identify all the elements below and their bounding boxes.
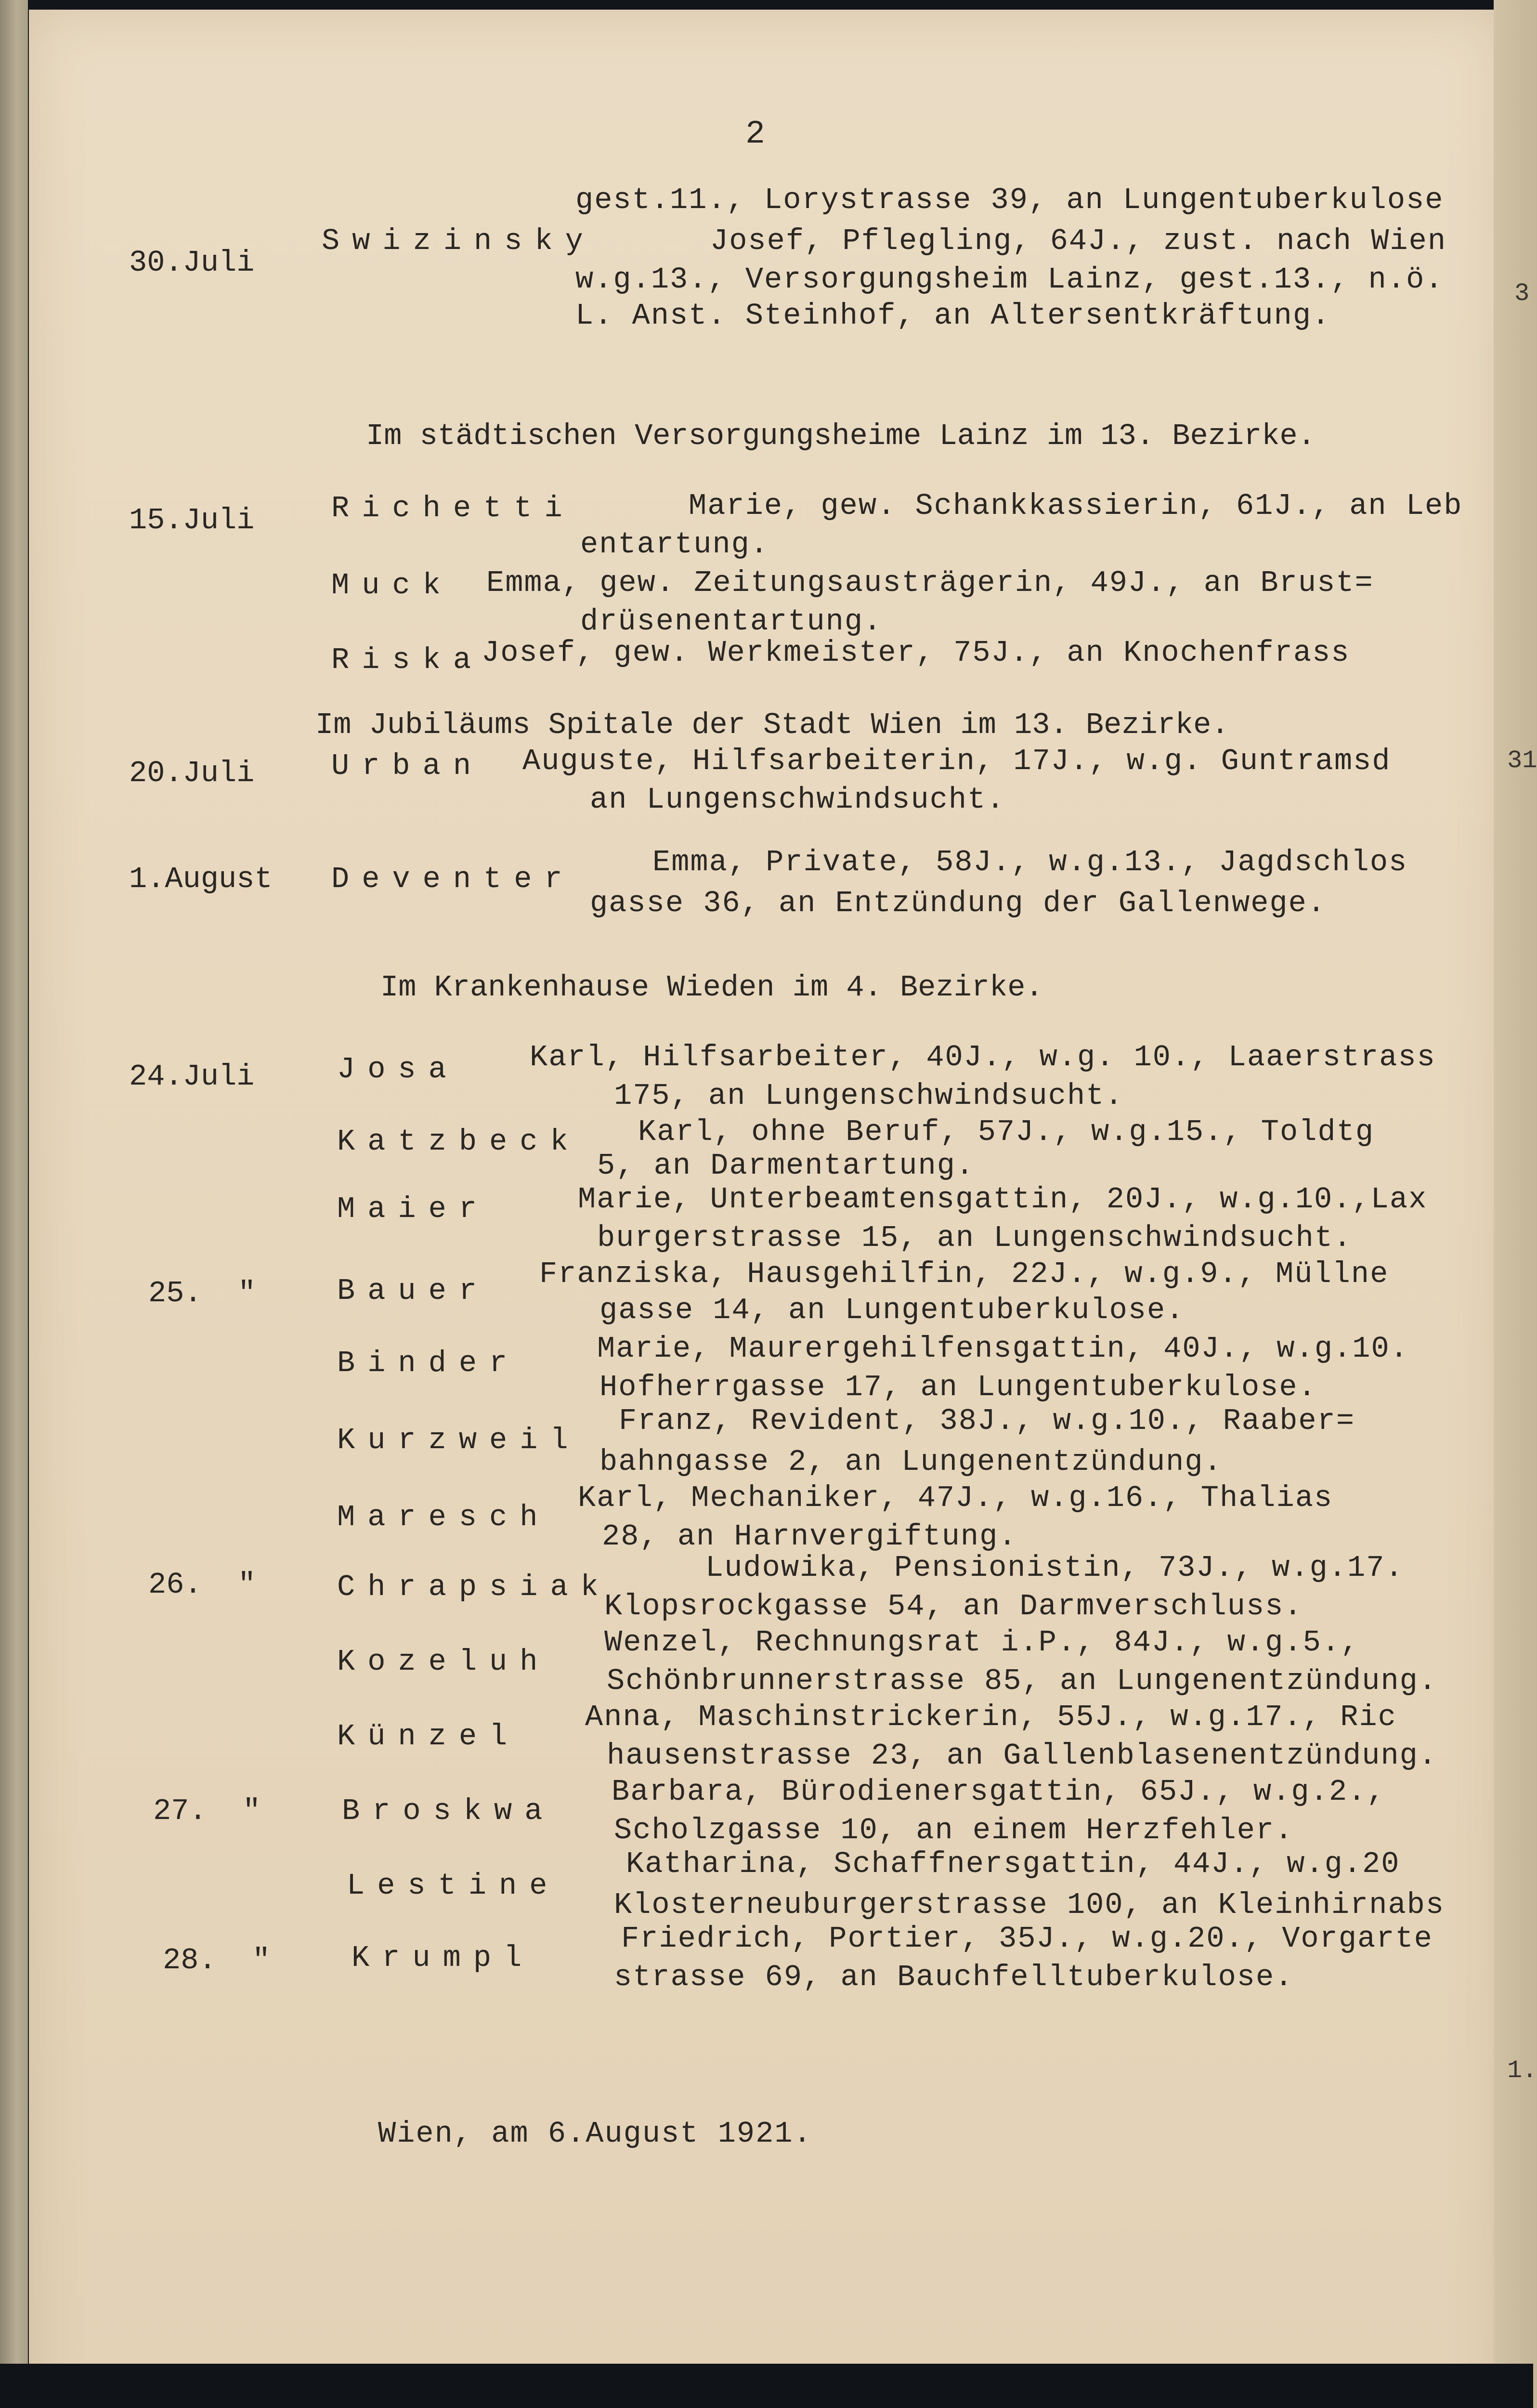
section-heading: Im Jubiläums Spitale der Stadt Wien im 13. Bezirke.: [315, 708, 1229, 742]
entry-line: entartung.: [580, 527, 769, 562]
margin-mark: 3: [1514, 279, 1530, 308]
entry-date: 15.Juli: [129, 503, 255, 537]
entry-line: hausenstrasse 23, an Gallenblasenentzündung.: [607, 1739, 1438, 1773]
entry-surname: Binder: [337, 1346, 520, 1380]
entry-line: Anna, Maschinstrickerin, 55J., w.g.17., Ric: [585, 1700, 1397, 1734]
entry-line: gasse 14, an Lungentuberkulose.: [599, 1293, 1185, 1327]
entry-line: gasse 36, an Entzündung der Gallenwege.: [590, 886, 1327, 920]
entry-line: Marie, Maurergehilfensgattin, 40J., w.g.10.: [597, 1332, 1409, 1366]
right-page-edge: [1494, 0, 1537, 2408]
entry-date: 25. ": [148, 1276, 256, 1310]
entry-line: Klopsrockgasse 54, an Darmverschluss.: [604, 1589, 1303, 1623]
entry-date: 1.August: [129, 862, 273, 896]
margin-mark: 1.: [1507, 2056, 1537, 2085]
entry-surname: Kurzweil: [337, 1423, 581, 1457]
entry-surname: Deventer: [331, 862, 575, 896]
entry-line: w.g.13., Versorgungsheim Lainz, gest.13., n.ö.: [575, 262, 1444, 297]
entry-date: 20.Juli: [129, 756, 255, 790]
entry-line: Barbara, Bürodienersgattin, 65J., w.g.2.,: [612, 1775, 1386, 1809]
entry-line: Marie, gew. Schankkassierin, 61J., an Leb: [689, 489, 1463, 523]
margin-mark: 31: [1507, 746, 1537, 775]
entry-line: Scholzgasse 10, an einem Herzfehler.: [614, 1813, 1294, 1847]
entry-line: gest.11., Lorystrasse 39, an Lungentuberkulose: [575, 183, 1444, 217]
entry-line: Ludowika, Pensionistin, 73J., w.g.17.: [705, 1551, 1404, 1585]
entry-date: 24.Juli: [129, 1060, 255, 1094]
closing-date-line: Wien, am 6.August 1921.: [378, 2117, 812, 2151]
entry-surname: Swizinsky: [322, 224, 596, 258]
entry-line: Hofherrgasse 17, an Lungentuberkulose.: [599, 1370, 1317, 1404]
entry-line: Marie, Unterbeamtensgattin, 20J., w.g.10.,Lax: [578, 1182, 1428, 1217]
book-edge: [0, 0, 28, 2408]
entry-line: Karl, ohne Beruf, 57J., w.g.15., Toldtg: [638, 1115, 1375, 1149]
entry-line: L. Anst. Steinhof, an Altersentkräftung.: [575, 299, 1331, 333]
entry-line: 175, an Lungenschwindsucht.: [614, 1079, 1124, 1113]
entry-line: drüsenentartung.: [580, 604, 883, 639]
entry-line: Franziska, Hausgehilfin, 22J., w.g.9., Müllne: [539, 1257, 1389, 1291]
entry-line: Auguste, Hilfsarbeiterin, 17J., w.g. Guntramsd: [522, 744, 1391, 778]
entry-date: 27. ": [153, 1794, 261, 1828]
entry-line: Franz, Revident, 38J., w.g.10., Raaber=: [619, 1404, 1355, 1438]
entry-line: Josef, gew. Werkmeister, 75J., an Knochenfrass: [482, 636, 1350, 670]
entry-line: Karl, Hilfsarbeiter, 40J., w.g. 10., Laaerstrass: [530, 1040, 1436, 1074]
section-heading: Im Krankenhause Wieden im 4. Bezirke.: [380, 970, 1043, 1005]
page-number: 2: [745, 116, 765, 153]
entry-surname: Broskwa: [342, 1794, 555, 1828]
entry-surname: Lestine: [347, 1869, 560, 1903]
section-heading: Im städtischen Versorgungsheime Lainz im 13. Bezirke.: [366, 419, 1316, 453]
entry-line: bahngasse 2, an Lungenentzündung.: [599, 1445, 1223, 1479]
entry-surname: Urban: [331, 749, 484, 783]
bottom-border: [0, 2364, 1533, 2408]
entry-line: Emma, gew. Zeitungsausträgerin, 49J., an Brust=: [486, 566, 1374, 600]
entry-line: 28, an Harnvergiftung.: [602, 1519, 1017, 1554]
entry-surname: Bauer: [337, 1274, 490, 1308]
entry-surname: Maier: [337, 1192, 490, 1226]
entry-line: strasse 69, an Bauchfelltuberkulose.: [614, 1960, 1294, 1994]
entry-line: 5, an Darmentartung.: [597, 1149, 975, 1183]
entry-line: Josef, Pflegling, 64J., zust. nach Wien: [710, 224, 1447, 258]
entry-line: Wenzel, Rechnungsrat i.P., 84J., w.g.5.,: [604, 1625, 1360, 1660]
entry-surname: Krumpl: [352, 1941, 534, 1975]
entry-date: 28. ": [163, 1943, 271, 1977]
entry-line: Schönbrunnerstrasse 85, an Lungenentzündung.: [607, 1664, 1438, 1698]
entry-line: an Lungenschwindsucht.: [590, 783, 1005, 817]
entry-line: Karl, Mechaniker, 47J., w.g.16., Thalias: [578, 1481, 1333, 1515]
entry-surname: Chrapsiak: [337, 1570, 611, 1604]
entry-surname: Riska: [331, 643, 484, 677]
entry-surname: Muck: [331, 568, 453, 602]
entry-surname: Josa: [337, 1052, 459, 1086]
entry-surname: Kozeluh: [337, 1645, 550, 1679]
entry-date: 30.Juli: [129, 246, 255, 280]
entry-line: burgerstrasse 15, an Lungenschwindsucht.: [597, 1221, 1353, 1255]
entry-surname: Künzel: [337, 1719, 520, 1754]
entry-line: Friedrich, Portier, 35J., w.g.20., Vorgarte: [621, 1922, 1433, 1956]
entry-line: Katharina, Schaffnersgattin, 44J., w.g.20: [626, 1847, 1400, 1881]
entry-surname: Richetti: [331, 491, 575, 525]
entry-surname: Maresch: [337, 1500, 550, 1534]
entry-line: Klosterneuburgerstrasse 100, an Kleinhirnabs: [614, 1888, 1445, 1922]
entry-line: Emma, Private, 58J., w.g.13., Jagdschlos: [652, 845, 1408, 879]
entry-surname: Katzbeck: [337, 1125, 581, 1159]
entry-date: 26. ": [148, 1568, 256, 1602]
